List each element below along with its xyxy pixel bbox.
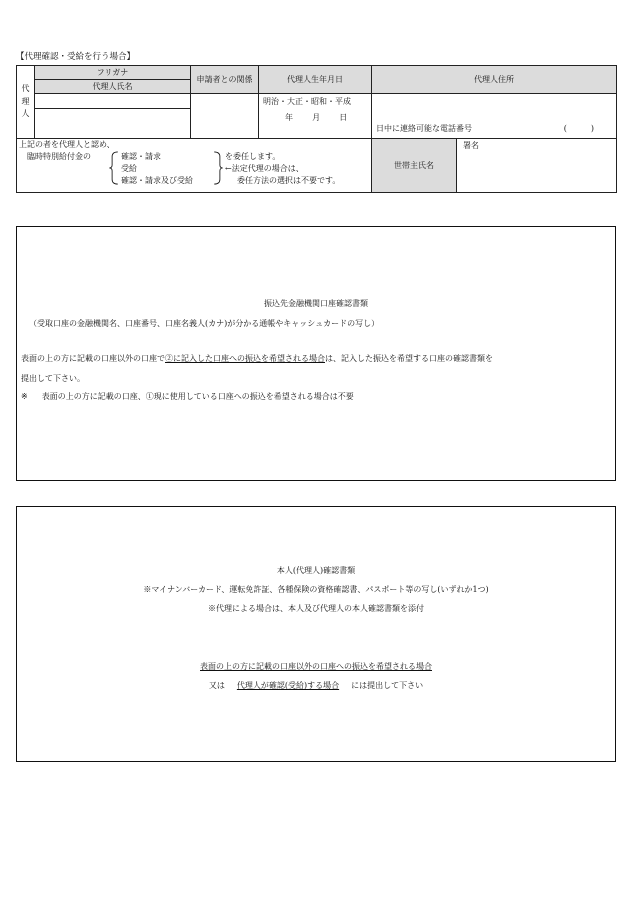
era-options: 明治・大正・昭和・平成 <box>263 97 351 106</box>
identity-document-line1: ※マイナンバーカード、運転免許証、各種保険の資格確認書、パスポート等の写し(いずれか1つ) <box>143 585 489 594</box>
delegation-entrust: を委任します。 <box>225 152 281 161</box>
bank-document-title: 振込先金融機関口座確認書類 <box>264 299 368 308</box>
birthdate-input[interactable] <box>259 94 372 139</box>
bank-document-box <box>16 226 616 481</box>
legal-proxy-note2: 委任方法の選択は不要です。 <box>237 176 341 185</box>
phone-label: 日中に連絡可能な電話番号 <box>376 124 472 134</box>
bank-document-condition: ②に記入した口座への振込を希望される場合 <box>165 354 325 363</box>
address-input[interactable] <box>372 94 617 139</box>
address-header: 代理人住所 <box>372 66 617 94</box>
relation-header: 申請者との関係 <box>191 66 259 94</box>
identity-document-box <box>16 506 616 762</box>
birthdate-header: 代理人生年月日 <box>259 66 372 94</box>
furigana-header: フリガナ <box>35 66 191 80</box>
furigana-input[interactable] <box>35 94 191 109</box>
proxy-form-table <box>16 65 617 193</box>
bank-document-body: 表面の上の方に記載の口座以外の口座で②に記入した口座への振込を希望される場合は、記入した振込を希望する口座の確認書類を <box>21 354 493 363</box>
proxy-name-input[interactable] <box>35 109 191 139</box>
delegation-cell <box>17 139 372 193</box>
phone-paren: ( ) <box>563 124 594 134</box>
proxy-vertical-label: 代 理 人 <box>17 66 35 139</box>
delegation-lead: 臨時特別給付金の <box>27 152 91 161</box>
proxy-name-header: 代理人氏名 <box>35 80 191 94</box>
identity-document-condition1: 表面の上の方に記載の口座以外の口座への振込を希望される場合 <box>200 662 432 671</box>
delegation-line1: 上記の者を代理人と認め、 <box>19 140 115 149</box>
bank-document-body-line2: 提出して下さい。 <box>21 374 85 383</box>
relation-input[interactable] <box>191 94 259 139</box>
identity-document-title: 本人(代理人)確認書類 <box>276 566 356 575</box>
section-title: 【代理確認・受給を行う場合】 <box>16 52 136 62</box>
identity-document-condition2: 又は 代理人が確認(受給)する場合 には提出して下さい <box>208 681 424 690</box>
bank-document-subtitle: （受取口座の金融機関名、口座番号、口座名義人(カナ)が分かる通帳やキャッシュカードの写し） <box>29 319 380 328</box>
identity-document-line2: ※代理による場合は、本人及び代理人の本人確認書類を添付 <box>208 604 424 613</box>
bank-document-note: ※ 表面の上の方に記載の口座、①現に使用している口座への振込を希望される場合は不要 <box>21 392 354 401</box>
right-brace-icon <box>213 151 223 185</box>
signature-label: 署名 <box>463 141 479 150</box>
signature-field[interactable] <box>457 139 617 193</box>
option-receive[interactable]: 受給 <box>121 164 137 173</box>
household-head-label: 世帯主氏名 <box>372 139 457 193</box>
legal-proxy-note1: ←法定代理の場合は、 <box>225 164 304 173</box>
date-units: 年 月 日 <box>285 112 348 122</box>
option-confirm-claim[interactable]: 確認・請求 <box>121 152 161 161</box>
left-brace-icon <box>109 151 119 185</box>
option-confirm-claim-receive[interactable]: 確認・請求及び受給 <box>121 176 193 185</box>
